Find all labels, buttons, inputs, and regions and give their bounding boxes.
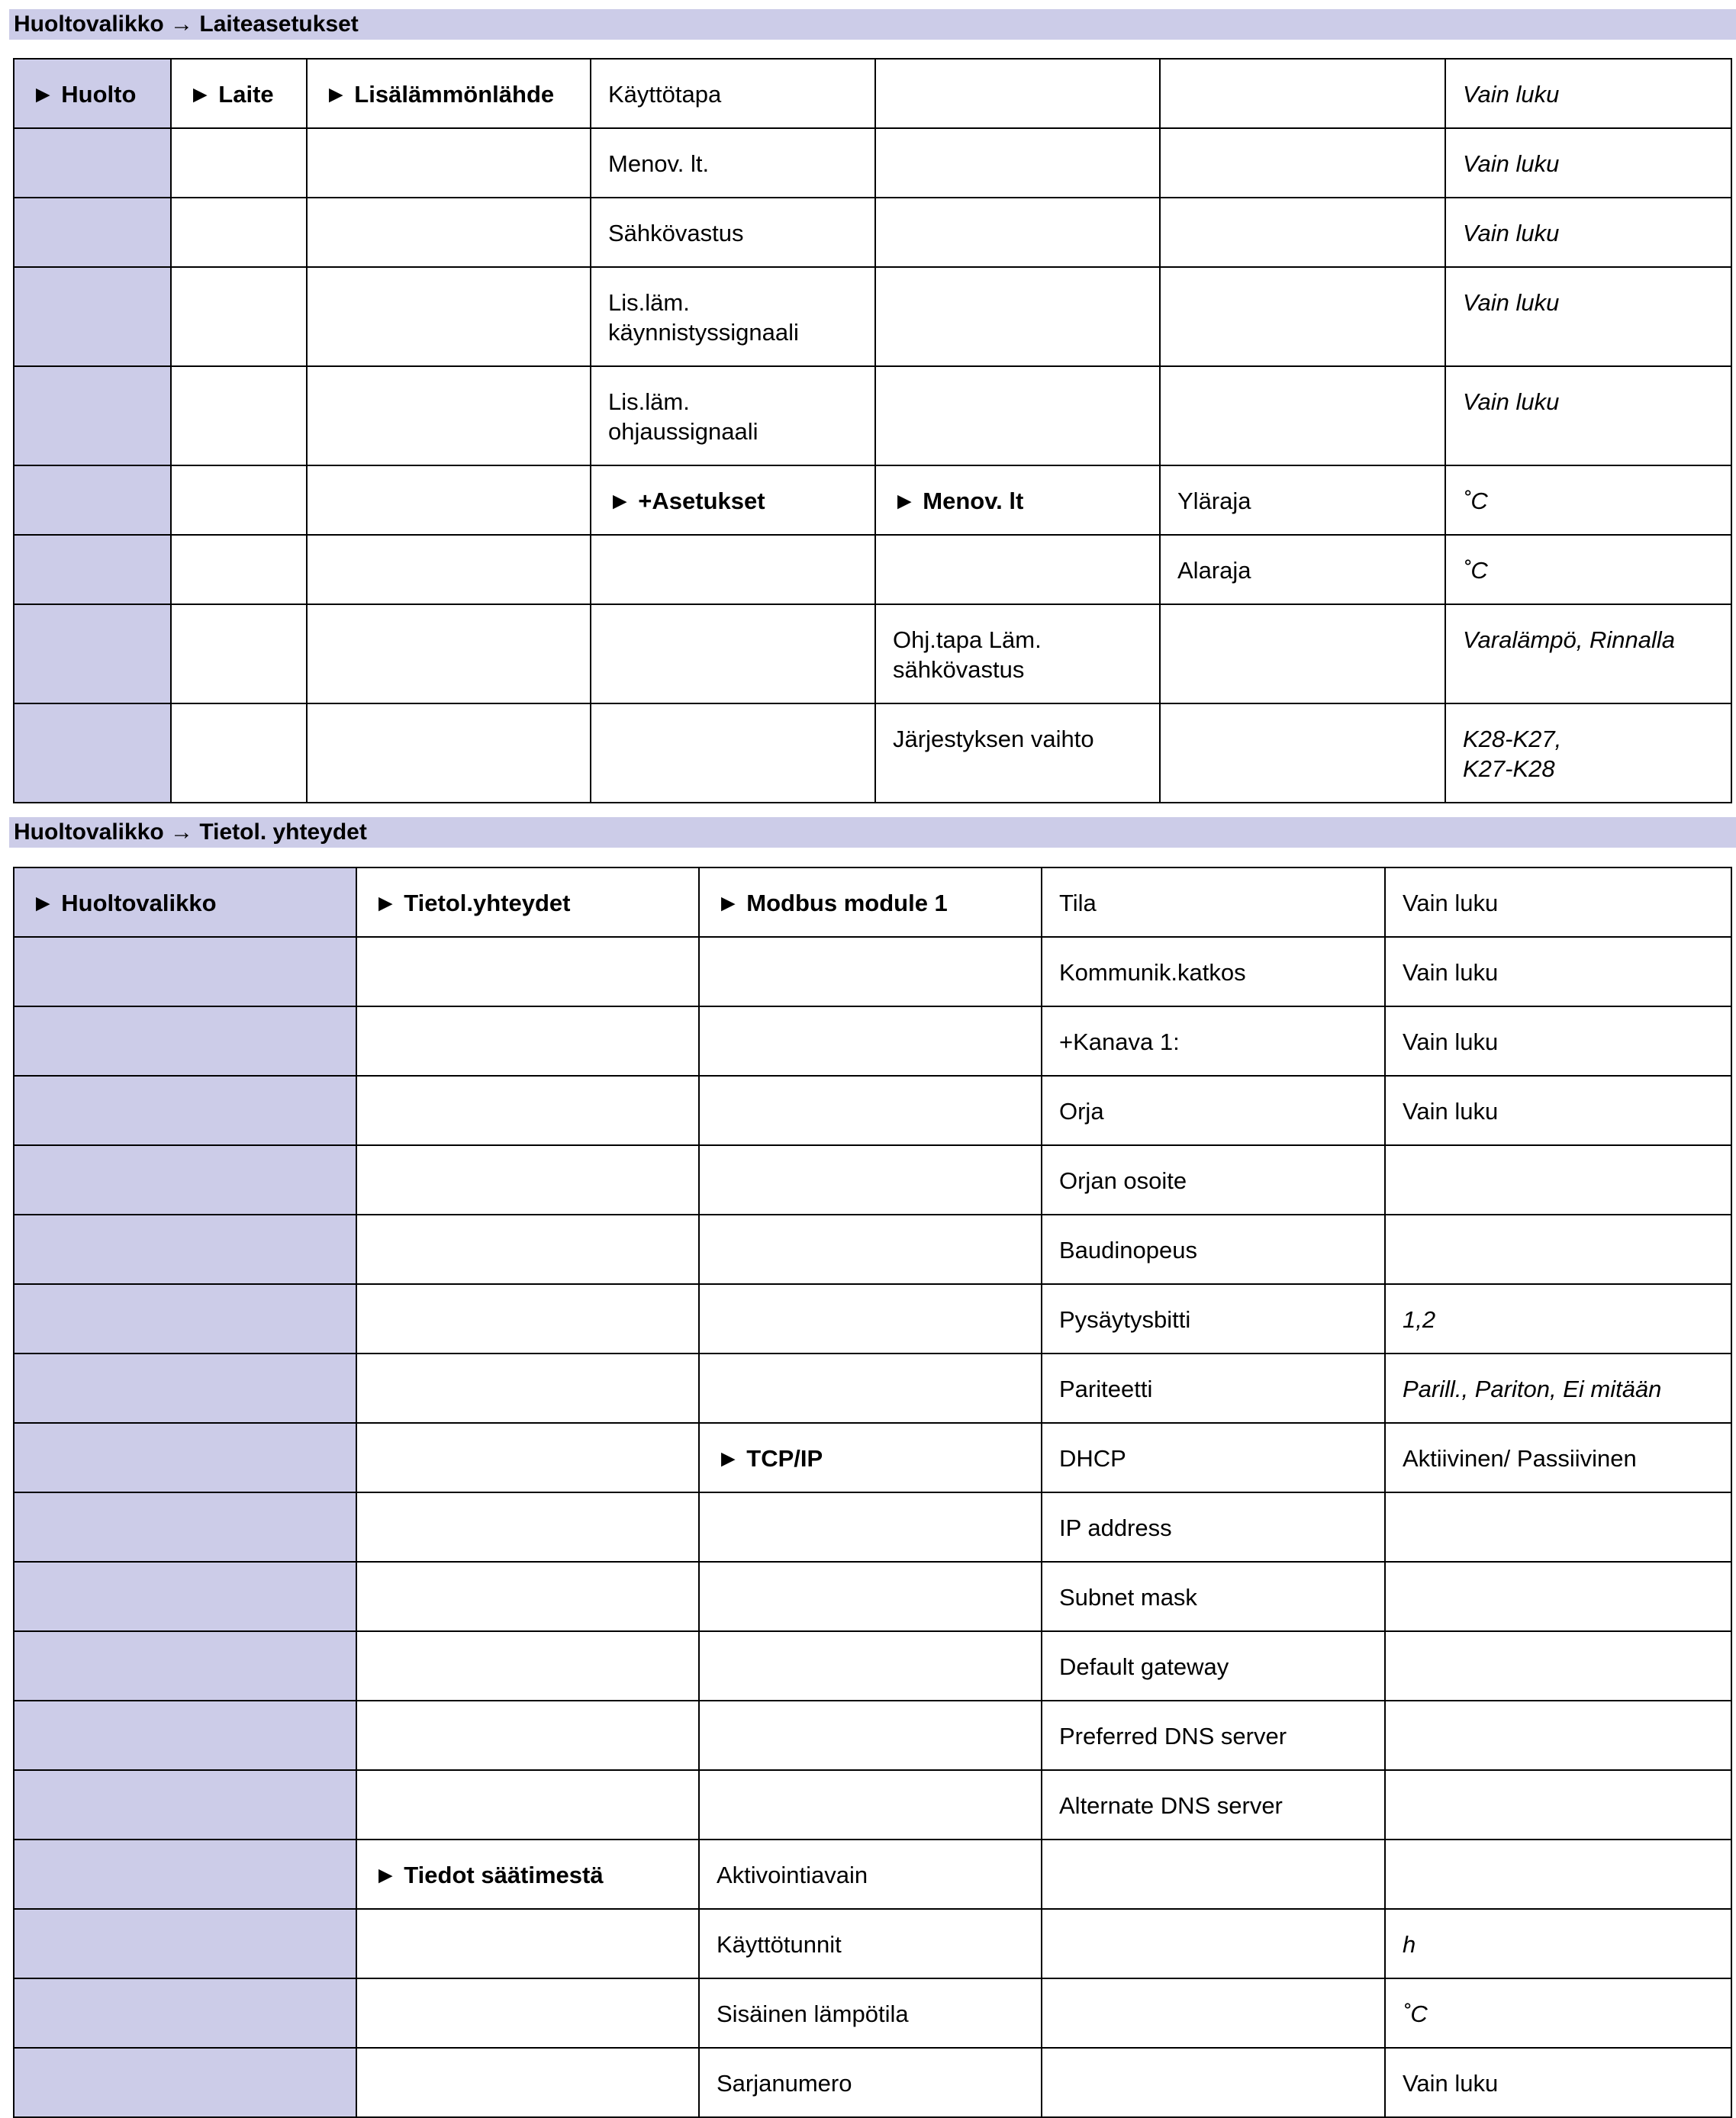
table-cell [1385,1354,1731,1423]
table-cell [1385,1562,1731,1631]
table-cell [699,937,1042,1006]
table-cell [14,1562,356,1631]
table-cell [356,937,699,1006]
cell-text: ► Tietol.yhteydet [374,890,571,916]
table-cell [699,1076,1042,1145]
table-cell [1385,1770,1731,1840]
table-cell [591,267,875,366]
table-cell [307,59,591,128]
table-row [14,604,1731,703]
table-cell [171,535,307,604]
table-cell [1445,703,1731,803]
table-cell [1385,1909,1731,1978]
cell-text: ► +Asetukset [608,488,765,514]
table-cell [1042,1354,1385,1423]
cell-text: Orja [1059,1098,1104,1125]
cell-text: ˚C [1403,2001,1428,2027]
table-row [14,1423,1731,1492]
cell-text: ► TCP/IP [717,1445,823,1472]
cell-text: Menov. lt. [608,150,710,177]
cell-text: ► Tiedot säätimestä [374,1862,604,1888]
cell-text: ► Huolto [31,81,137,108]
table-cell [1385,867,1731,937]
table-cell [307,703,591,803]
cell-text: h [1403,1931,1416,1958]
table-cell [307,604,591,703]
table-cell [699,1492,1042,1562]
table-cell [307,465,591,535]
table-row [14,1978,1731,2048]
table-cell [591,535,875,604]
table-row [14,1284,1731,1354]
cell-text: Käyttötunnit [717,1931,842,1958]
table-cell [875,128,1160,198]
table-row [14,128,1731,198]
table-row [14,59,1731,128]
table-cell [1445,128,1731,198]
table-cell [1160,198,1445,267]
cell-text: Vain luku [1403,1098,1499,1125]
table-cell [14,59,171,128]
table-cell [356,1145,699,1215]
cell-text: Alternate DNS server [1059,1792,1283,1819]
table-cell [699,1978,1042,2048]
cell-text: Vain luku [1403,959,1499,986]
table-cell [1385,1076,1731,1145]
cell-text: Tila [1059,890,1097,916]
table-cell [356,1354,699,1423]
cell-text: ► Laite [188,81,274,108]
table-cell [14,1492,356,1562]
cell-text: Orjan osoite [1059,1167,1187,1194]
table-row [14,1840,1731,1909]
table-cell [875,59,1160,128]
table-row [14,366,1731,465]
cell-text: Järjestyksen vaihto [893,726,1094,752]
table-cell [591,703,875,803]
table-cell [1445,366,1731,465]
table-cell [1385,1006,1731,1076]
table-cell [307,198,591,267]
table-row [14,1145,1731,1215]
cell-text: 1,2 [1403,1306,1436,1333]
table-cell [356,1770,699,1840]
cell-text: Vain luku [1463,388,1560,415]
table-cell [356,1631,699,1701]
table-cell [1385,1284,1731,1354]
table-row [14,1215,1731,1284]
table-cell [1385,1701,1731,1770]
table-cell [699,1701,1042,1770]
table-cell [591,59,875,128]
table-row [14,703,1731,803]
table-cell [1160,128,1445,198]
table-cell [1445,267,1731,366]
table-cell [1385,937,1731,1006]
table-cell [699,1006,1042,1076]
table-cell [1385,1145,1731,1215]
table-cell [1445,535,1731,604]
table-cell [307,366,591,465]
table-cell [171,267,307,366]
table-cell [1042,1701,1385,1770]
table-cell [14,1284,356,1354]
table-cell [1160,604,1445,703]
cell-text: Vain luku [1403,2070,1499,2097]
table-cell [1042,1215,1385,1284]
table-cell [356,1423,699,1492]
table-cell [14,198,171,267]
table-cell [356,2048,699,2117]
table-cell [1042,2048,1385,2117]
table-cell [875,366,1160,465]
table-row [14,1909,1731,1978]
table-cell [1042,1909,1385,1978]
cell-text: Aktivointiavain [717,1862,868,1888]
table-cell [1042,1284,1385,1354]
table-cell [699,1562,1042,1631]
table-cell [14,703,171,803]
table-cell [356,1215,699,1284]
cell-text: Käyttötapa [608,81,722,108]
table-cell [14,1909,356,1978]
table-cell [1385,1215,1731,1284]
cell-text: ► Menov. lt [893,488,1024,514]
cell-text: Aktiivinen/ Passiivinen [1403,1445,1637,1472]
cell-text: sähkövastus [893,656,1025,683]
table-cell [356,1076,699,1145]
table-row [14,198,1731,267]
table-cell [1160,59,1445,128]
table-cell [1445,465,1731,535]
table-cell [307,267,591,366]
cell-text: ohjaussignaali [608,418,758,445]
table-cell [307,535,591,604]
table-cell [1385,1423,1731,1492]
table-cell [875,465,1160,535]
table-cell [1042,1840,1385,1909]
section-header-data-connections: Huoltovalikko → Tietol. yhteydet [9,817,1736,848]
cell-text: Sisäinen lämpötila [717,2001,909,2027]
cell-text: Vain luku [1463,150,1560,177]
table-cell [699,1215,1042,1284]
table-cell [875,703,1160,803]
table-cell [14,1978,356,2048]
table-cell [1385,2048,1731,2117]
table-row [14,867,1731,937]
table-cell [1042,937,1385,1006]
cell-text: K28-K27, [1463,726,1562,752]
cell-text: ˚C [1463,557,1488,584]
cell-text: Pysäytysbitti [1059,1306,1191,1333]
table-cell [875,604,1160,703]
table-cell [356,1909,699,1978]
table-cell [1042,1631,1385,1701]
table-cell [14,2048,356,2117]
table-cell [356,1006,699,1076]
table-cell [14,1631,356,1701]
table-cell [171,198,307,267]
table-cell [1042,1006,1385,1076]
cell-text: IP address [1059,1514,1172,1541]
table-cell [356,1701,699,1770]
cell-text: Lis.läm. [608,289,690,316]
cell-text: Subnet mask [1059,1584,1197,1611]
table-cell [1385,1631,1731,1701]
table-cell [356,1840,699,1909]
section-header-device-settings: Huoltovalikko → Laiteasetukset [9,9,1736,40]
table-cell [14,1354,356,1423]
table-cell [699,1284,1042,1354]
table-row [14,2048,1731,2117]
table-cell [1445,59,1731,128]
cell-text: Sarjanumero [717,2070,852,2097]
cell-text: käynnistyssignaali [608,319,799,346]
table-cell [1042,1423,1385,1492]
cell-text: Baudinopeus [1059,1237,1197,1263]
table-cell [875,198,1160,267]
table-cell [699,1631,1042,1701]
cell-text: Sähkövastus [608,220,744,246]
cell-text: Pariteetti [1059,1376,1153,1402]
table-cell [356,1492,699,1562]
cell-text: Yläraja [1177,488,1251,514]
table-cell [171,59,307,128]
data-connections-table [13,867,1732,2118]
table-row [14,1631,1731,1701]
table-cell [14,604,171,703]
table-cell [1445,604,1731,703]
cell-text: ► Modbus module 1 [717,890,948,916]
table-row [14,1492,1731,1562]
table-cell [14,128,171,198]
table-cell [1160,267,1445,366]
table-cell [591,366,875,465]
table-cell [1160,465,1445,535]
table-cell [14,1145,356,1215]
table-cell [14,1215,356,1284]
table-cell [14,937,356,1006]
table-cell [171,465,307,535]
table-cell [356,867,699,937]
table-cell [14,1423,356,1492]
cell-text: +Kanava 1: [1059,1028,1180,1055]
cell-text: Alaraja [1177,557,1251,584]
table-cell [171,604,307,703]
table-row [14,465,1731,535]
cell-text: ˚C [1463,488,1488,514]
table-cell [1042,1978,1385,2048]
table-cell [699,1423,1042,1492]
cell-text: Ohj.tapa Läm. [893,626,1042,653]
table-cell [307,128,591,198]
cell-text: Vain luku [1403,890,1499,916]
table-cell [14,1076,356,1145]
cell-text: K27-K28 [1463,755,1555,782]
table-row [14,1701,1731,1770]
table-cell [1160,535,1445,604]
table-row [14,937,1731,1006]
table-cell [875,535,1160,604]
table-row [14,535,1731,604]
table-cell [591,604,875,703]
table-cell [699,1145,1042,1215]
table-cell [875,267,1160,366]
table-cell [1042,1076,1385,1145]
table-row [14,1770,1731,1840]
cell-text: Varalämpö, Rinnalla [1463,626,1676,653]
table-cell [699,2048,1042,2117]
cell-text: Preferred DNS server [1059,1723,1287,1749]
cell-text: Vain luku [1463,81,1560,108]
cell-text: Kommunik.katkos [1059,959,1246,986]
cell-text: ► Huoltovalikko [31,890,217,916]
table-cell [14,535,171,604]
table-row [14,1076,1731,1145]
table-cell [356,1978,699,2048]
table-cell [14,465,171,535]
device-settings-table [13,58,1732,803]
table-cell [356,1562,699,1631]
table-cell [14,867,356,937]
table-row [14,267,1731,366]
table-cell [1042,1770,1385,1840]
table-cell [14,1701,356,1770]
table-cell [14,366,171,465]
table-row [14,1562,1731,1631]
table-cell [14,267,171,366]
table-cell [356,1284,699,1354]
cell-text: DHCP [1059,1445,1126,1472]
table-cell [699,1840,1042,1909]
table-cell [699,867,1042,937]
table-cell [1385,1978,1731,2048]
table-cell [1385,1492,1731,1562]
table-cell [171,366,307,465]
table-cell [1445,198,1731,267]
cell-text: Default gateway [1059,1653,1229,1680]
cell-text: Vain luku [1403,1028,1499,1055]
table-row [14,1354,1731,1423]
cell-text: ► Lisälämmönlähde [324,81,555,108]
table-cell [14,1770,356,1840]
table-cell [1160,703,1445,803]
table-cell [1042,1562,1385,1631]
table-cell [14,1006,356,1076]
table-cell [591,465,875,535]
table-row [14,1006,1731,1076]
table-cell [1042,1492,1385,1562]
table-cell [699,1354,1042,1423]
cell-text: Parill., Pariton, Ei mitään [1403,1376,1662,1402]
table-cell [1385,1840,1731,1909]
table-cell [591,198,875,267]
cell-text: Lis.läm. [608,388,690,415]
table-cell [591,128,875,198]
cell-text: Vain luku [1463,220,1560,246]
table-cell [1160,366,1445,465]
table-cell [1042,1145,1385,1215]
table-cell [699,1770,1042,1840]
table-cell [171,703,307,803]
table-cell [1042,867,1385,937]
cell-text: Vain luku [1463,289,1560,316]
table-cell [171,128,307,198]
table-cell [699,1909,1042,1978]
table-cell [14,1840,356,1909]
